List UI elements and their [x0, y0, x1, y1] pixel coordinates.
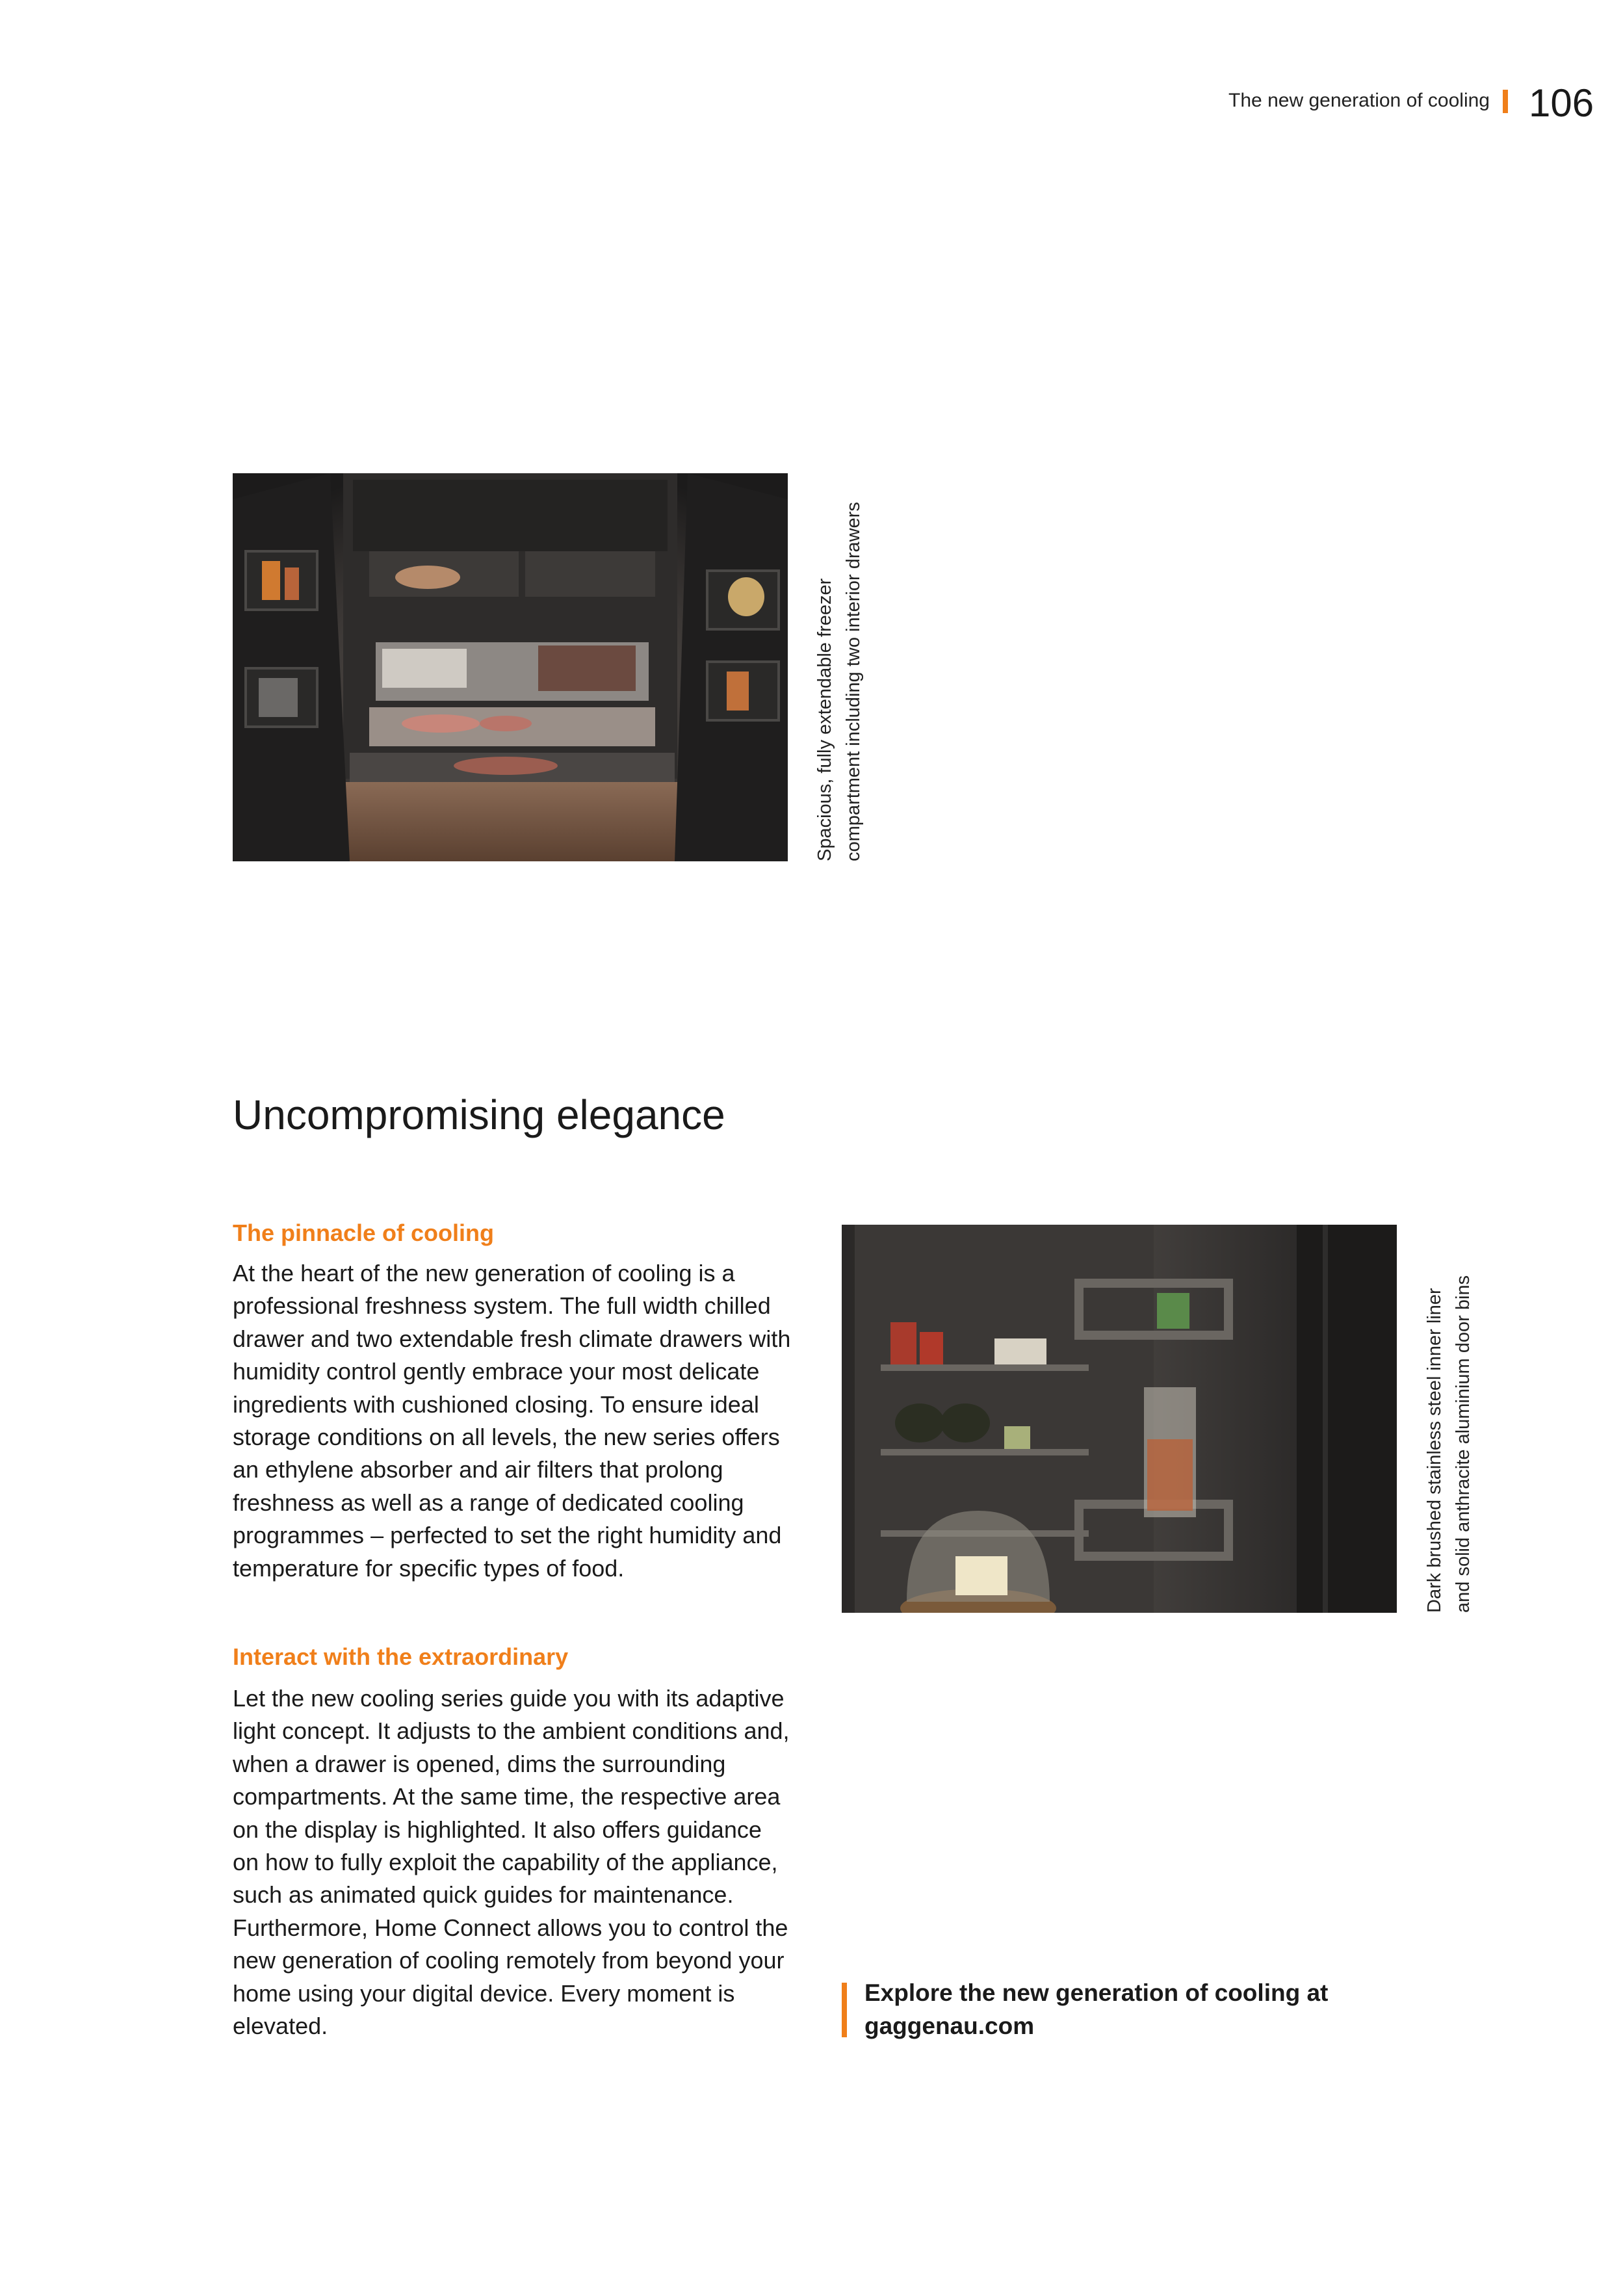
- section-interact-body: Let the new cooling series guide you with its adaptive light concept. It adjusts to the ambient conditions and, when a drawer is opened, dims the surrounding compartments. At the same time, the respective area on the display is highlighted. It also offers guidance on how to fully exploit the capability of the appliance, such as animated quick guides for maintenance. Furthermore, Home Connect allows you to control the new generation of cooling remotely from beyond your home using your digital device. Every moment is elevated.: [233, 1685, 790, 2040]
- fridge-photo-caption: [1420, 1275, 1477, 1613]
- fridge-caption-line-1: Dark brushed stainless steel inner liner: [1424, 1288, 1445, 1613]
- fridge-caption-line-2: and solid anthracite aluminium door bins: [1453, 1275, 1474, 1613]
- freezer-photo-caption: [811, 502, 868, 861]
- header-accent-bar: [1503, 90, 1508, 113]
- section-pinnacle-body: At the heart of the new generation of cooling is a professional freshness system. The full width chilled drawer and two extendable fresh climate drawers with humidity control gently embrace your most delicate ingredients with cushioned closing. To ensure ideal storage conditions on all levels, the new series offers an ethylene absorber and air filters that prolong freshness as well as a range of dedicated cooling programmes – perfected to set the right humidity and temperature for specific types of food.: [233, 1260, 791, 1582]
- cta-accent-bar: [842, 1983, 847, 2037]
- page-headline: Uncompromising elegance: [233, 1091, 725, 1138]
- page-number: 106: [1529, 81, 1594, 125]
- freezer-illustration: [233, 473, 788, 861]
- freezer-photo: [233, 473, 788, 861]
- freezer-caption-line-1: Spacious, fully extendable freezer: [814, 578, 835, 861]
- freezer-caption-line-2: compartment including two interior drawers: [843, 502, 864, 861]
- running-title: The new generation of cooling: [1228, 90, 1490, 111]
- fridge-illustration: [842, 1225, 1397, 1613]
- section-pinnacle-heading: The pinnacle of cooling: [233, 1220, 495, 1246]
- fridge-interior-photo: [842, 1225, 1397, 1613]
- section-interact-heading: Interact with the extraordinary: [233, 1643, 569, 1670]
- explore-cta-link[interactable]: Explore the new generation of cooling at gaggenau.com: [864, 1979, 1329, 2039]
